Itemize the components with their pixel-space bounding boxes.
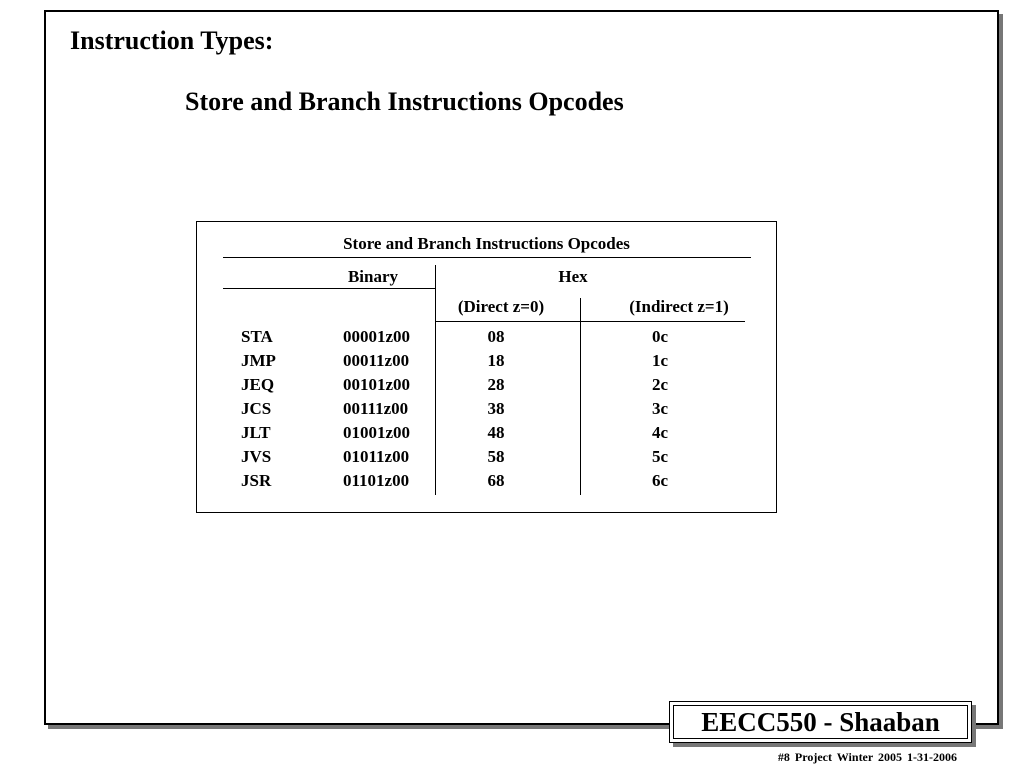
cell-binary: 01101z00	[343, 471, 410, 490]
cell-indirect: 4c	[651, 423, 669, 442]
cell-direct: 68	[487, 471, 505, 490]
header-hex: Hex	[558, 267, 588, 286]
table-rule-left	[223, 288, 435, 289]
header-binary: Binary	[347, 267, 399, 286]
course-badge	[669, 701, 972, 743]
opcode-table	[196, 221, 777, 513]
table-divider-hex	[580, 298, 581, 495]
cell-mnemonic: STA	[241, 327, 273, 346]
cell-indirect: 3c	[651, 399, 669, 418]
cell-mnemonic: JMP	[241, 351, 276, 370]
cell-indirect: 6c	[651, 471, 669, 490]
cell-mnemonic: JVS	[241, 447, 272, 466]
header-direct: (Direct z=0)	[457, 297, 545, 316]
cell-binary: 00101z00	[343, 375, 411, 394]
header-indirect: (Indirect z=1)	[629, 297, 729, 316]
course-badge-label: EECC550 - Shaaban	[673, 705, 968, 739]
table-rule-hex	[435, 321, 745, 322]
table-title: Store and Branch Instructions Opcodes	[343, 234, 630, 253]
slide-title: Instruction Types:	[70, 26, 274, 55]
cell-binary: 01001z00	[343, 423, 411, 442]
table-rule-top	[223, 257, 751, 258]
cell-mnemonic: JCS	[241, 399, 272, 418]
cell-direct: 18	[487, 351, 505, 370]
cell-binary: 00011z00	[343, 351, 410, 370]
cell-direct: 08	[487, 327, 505, 346]
cell-indirect: 5c	[651, 447, 669, 466]
cell-binary: 01011z00	[343, 447, 410, 466]
cell-direct: 28	[487, 375, 505, 394]
cell-indirect: 0c	[651, 327, 669, 346]
cell-indirect: 1c	[651, 351, 669, 370]
cell-mnemonic: JLT	[241, 423, 271, 442]
cell-direct: 38	[487, 399, 505, 418]
cell-direct: 48	[487, 423, 505, 442]
cell-indirect: 2c	[651, 375, 669, 394]
cell-mnemonic: JSR	[241, 471, 272, 490]
cell-binary: 00111z00	[343, 399, 409, 418]
cell-binary: 00001z00	[343, 327, 411, 346]
footer-note: #8 Project Winter 2005 1-31-2006	[777, 750, 957, 764]
slide-subtitle: Store and Branch Instructions Opcodes	[185, 87, 624, 116]
cell-direct: 58	[487, 447, 505, 466]
cell-mnemonic: JEQ	[241, 375, 275, 394]
table-divider-binary	[435, 265, 436, 495]
